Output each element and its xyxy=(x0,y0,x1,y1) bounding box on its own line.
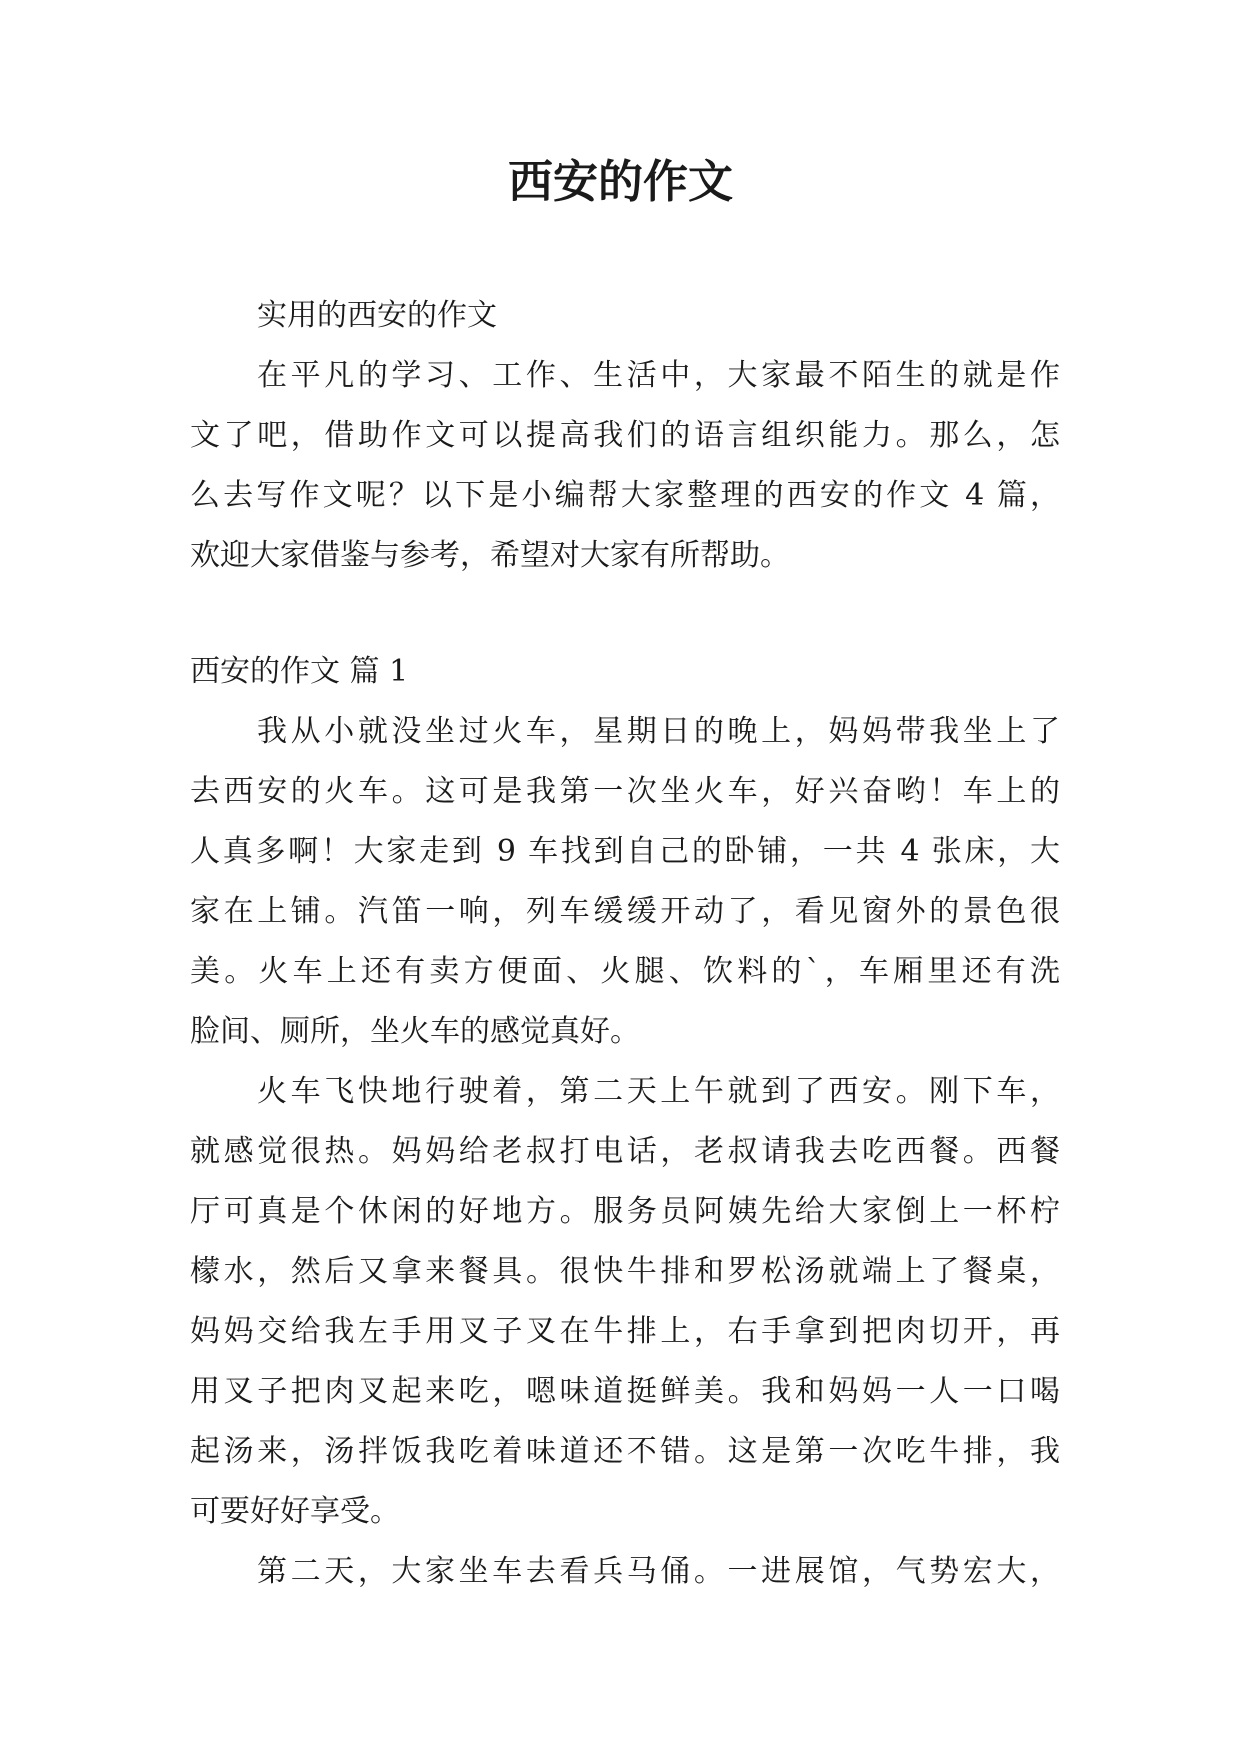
paragraph-line: 去西安的火车。这可是我第一次坐火车，好兴奋哟！车上的 xyxy=(190,774,1060,809)
paragraph-line: 可要好好享受。 xyxy=(190,1494,400,1529)
paragraph-line: 火车飞快地行驶着，第二天上午就到了西安。刚下车， xyxy=(257,1074,1060,1109)
paragraph-line: 就感觉很热。妈妈给老叔打电话，老叔请我去吃西餐。西餐 xyxy=(190,1134,1060,1169)
paragraph-line: 美。火车上还有卖方便面、火腿、饮料的`，车厢里还有洗 xyxy=(190,954,1060,989)
paragraph-line: 妈妈交给我左手用叉子叉在牛排上，右手拿到把肉切开，再 xyxy=(190,1314,1060,1349)
paragraph-1 xyxy=(190,702,1060,1062)
intro-line: 文了吧，借助作文可以提高我们的语言组织能力。那么，怎 xyxy=(190,418,1060,453)
paragraph-line: 第二天，大家坐车去看兵马俑。一进展馆，气势宏大， xyxy=(257,1554,1060,1589)
paragraph-line: 起汤来，汤拌饭我吃着味道还不错。这是第一次吃牛排，我 xyxy=(190,1434,1060,1469)
paragraph-line: 我从小就没坐过火车，星期日的晚上，妈妈带我坐上了 xyxy=(257,714,1060,749)
paragraph-line: 厅可真是个休闲的好地方。服务员阿姨先给大家倒上一杯柠 xyxy=(190,1194,1060,1229)
document-title: 西安的作文 xyxy=(507,155,733,208)
paragraph-line: 脸间、厕所，坐火车的感觉真好。 xyxy=(190,1014,640,1049)
intro-paragraph xyxy=(190,346,1060,586)
intro-line: 欢迎大家借鉴与参考，希望对大家有所帮助。 xyxy=(190,538,790,573)
intro-heading: 实用的西安的作文 xyxy=(257,298,497,333)
intro-line: 在平凡的学习、工作、生活中，大家最不陌生的就是作 xyxy=(257,358,1060,393)
paragraph-2 xyxy=(190,1062,1060,1542)
document-body xyxy=(190,286,1060,1602)
paragraph-line: 用叉子把肉叉起来吃，嗯味道挺鲜美。我和妈妈一人一口喝 xyxy=(190,1374,1060,1409)
intro-line: 么去写作文呢？以下是小编帮大家整理的西安的作文 4 篇， xyxy=(190,478,1060,513)
paragraph-line: 人真多啊！大家走到 9 车找到自己的卧铺，一共 4 张床，大 xyxy=(190,834,1060,869)
paragraph-line: 檬水，然后又拿来餐具。很快牛排和罗松汤就端上了餐桌， xyxy=(190,1254,1060,1289)
paragraph-3 xyxy=(190,1542,1060,1602)
section-heading: 西安的作文 篇 1 xyxy=(190,654,409,689)
paragraph-line: 家在上铺。汽笛一响，列车缓缓开动了，看见窗外的景色很 xyxy=(190,894,1060,929)
